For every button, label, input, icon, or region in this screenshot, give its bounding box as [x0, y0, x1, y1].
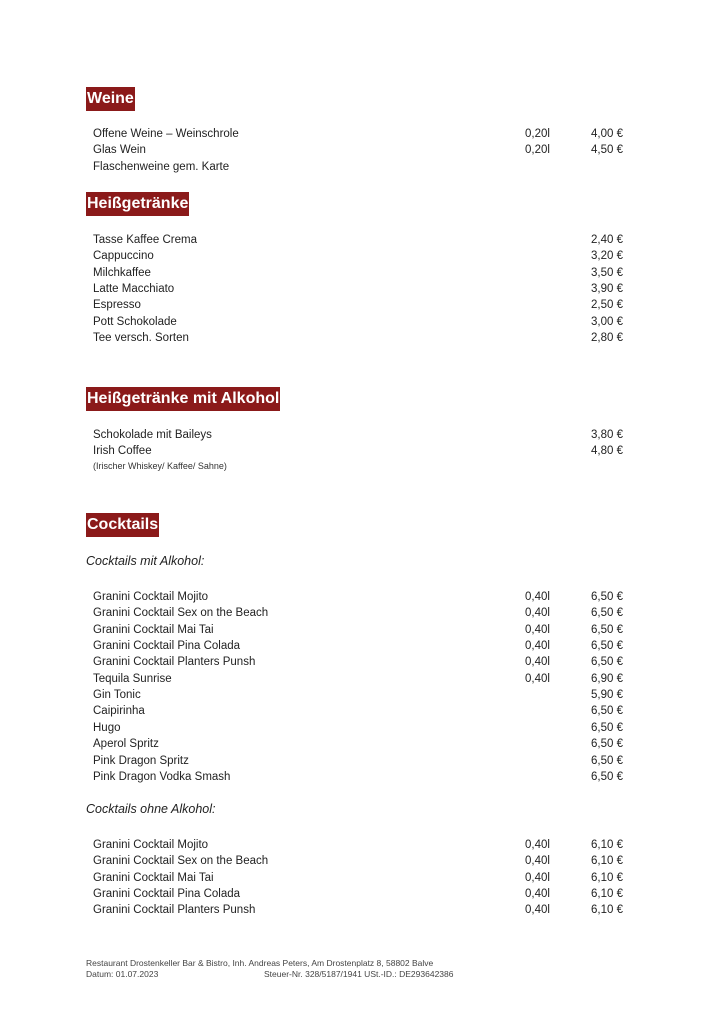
menu-item-price: 6,90 €	[591, 672, 623, 685]
menu-item-name: Pink Dragon Spritz	[93, 754, 189, 767]
menu-item-price: 6,50 €	[591, 591, 623, 603]
menu-item-price: 3,80 €	[591, 429, 623, 441]
section-heading-heissgetraenke: Heißgetränke	[86, 192, 189, 216]
menu-item-name: Granini Cocktail Planters Punsh	[93, 656, 256, 669]
menu-item-name: Latte Macchiato	[93, 283, 175, 296]
menu-item-price: 3,90 €	[591, 283, 623, 296]
menu-item-name: Glas Wein	[93, 144, 146, 157]
menu-item-row	[93, 330, 633, 346]
menu-item-name: Granini Cocktail Mai Tai	[93, 871, 214, 884]
menu-item-price: 5,90 €	[591, 689, 623, 702]
menu-item-row	[93, 281, 633, 297]
menu-item-price: 4,50 €	[591, 144, 623, 157]
menu-item-price: 6,50 €	[591, 640, 623, 653]
menu-item-row	[93, 297, 633, 313]
menu-item-name: Granini Cocktail Sex on the Beach	[93, 855, 269, 868]
menu-item-row	[93, 248, 633, 264]
menu-item-volume: 0,40l	[525, 855, 550, 868]
menu-item-name: Milchkaffee	[93, 266, 151, 279]
menu-item-row	[93, 720, 633, 736]
menu-item-name: Granini Cocktail Pina Colada	[93, 640, 241, 653]
menu-item-price: 6,50 €	[591, 738, 623, 751]
menu-item-price: 6,50 €	[591, 705, 623, 718]
menu-item-row	[93, 853, 633, 869]
menu-item-row	[93, 314, 633, 330]
menu-item-name: Tequila Sunrise	[93, 672, 172, 685]
menu-item-name: Gin Tonic	[93, 689, 141, 702]
footer-date: Datum: 01.07.2023	[86, 969, 159, 979]
menu-item-name: Aperol Spritz	[93, 738, 159, 751]
menu-item-name: Cappuccino	[93, 250, 154, 263]
menu-item-price: 4,00 €	[591, 128, 623, 140]
menu-item-row	[93, 671, 633, 687]
menu-item-row	[93, 736, 633, 752]
menu-item-row	[93, 837, 633, 853]
menu-item-price: 3,50 €	[591, 266, 623, 279]
menu-item-price: 6,50 €	[591, 721, 623, 734]
menu-item-row	[93, 142, 633, 158]
menu-item-row	[93, 870, 633, 886]
menu-item-name: Espresso	[93, 299, 141, 312]
menu-item-volume: 0,40l	[525, 672, 550, 685]
cocktails-ohne-alkohol-label: Cocktails ohne Alkohol:	[86, 802, 216, 816]
menu-item-price: 6,50 €	[591, 623, 623, 636]
menu-item-volume: 0,40l	[525, 839, 550, 851]
menu-item-price: 2,40 €	[591, 234, 623, 246]
menu-item-row	[93, 232, 633, 248]
menu-item-row	[93, 622, 633, 638]
menu-item-price: 6,50 €	[591, 754, 623, 767]
menu-item-volume: 0,40l	[525, 640, 550, 653]
section-heading-cocktails: Cocktails	[86, 513, 159, 537]
footer-tax: Steuer-Nr. 328/5187/1941 USt.-ID.: DE293642386	[264, 969, 454, 979]
menu-item-price: 2,80 €	[591, 332, 623, 345]
menu-item-price: 3,20 €	[591, 250, 623, 263]
menu-item-price: 6,50 €	[591, 607, 623, 620]
menu-item-price: 6,10 €	[591, 887, 623, 900]
menu-item-volume: 0,40l	[525, 623, 550, 636]
menu-item-row	[93, 902, 633, 918]
menu-item-name: Granini Cocktail Planters Punsh	[93, 904, 256, 917]
menu-item-price: 6,50 €	[591, 770, 623, 783]
menu-item-name: Tee versch. Sorten	[93, 332, 189, 345]
menu-item-row	[93, 753, 633, 769]
irish-coffee-note: (Irischer Whiskey/ Kaffee/ Sahne)	[93, 461, 227, 471]
menu-item-name: Irish Coffee	[93, 445, 152, 458]
menu-item-volume: 0,40l	[525, 607, 550, 620]
menu-item-price: 6,10 €	[591, 839, 623, 851]
footer-address: Restaurant Drostenkeller Bar & Bistro, Inh. Andreas Peters, Am Drostenplatz 8, 58802 Balve	[86, 958, 434, 968]
menu-item-row	[93, 159, 633, 175]
section-heading-weine: Weine	[86, 87, 135, 111]
menu-item-row	[93, 265, 633, 281]
menu-item-name: Schokolade mit Baileys	[93, 429, 212, 441]
menu-item-name: Pink Dragon Vodka Smash	[93, 770, 231, 783]
menu-item-price: 2,50 €	[591, 299, 623, 312]
menu-item-row	[93, 443, 633, 459]
menu-item-name: Caipirinha	[93, 705, 145, 718]
menu-item-price: 3,00 €	[591, 315, 623, 328]
menu-item-row	[93, 769, 633, 785]
menu-item-name: Hugo	[93, 721, 121, 734]
menu-item-row	[93, 126, 633, 142]
menu-item-row	[93, 703, 633, 719]
menu-item-volume: 0,40l	[525, 871, 550, 884]
menu-item-price: 6,10 €	[591, 855, 623, 868]
menu-item-name: Granini Cocktail Pina Colada	[93, 887, 241, 900]
cocktails-mit-alkohol-label: Cocktails mit Alkohol:	[86, 554, 205, 568]
menu-item-price: 4,80 €	[591, 445, 623, 458]
menu-item-volume: 0,40l	[525, 656, 550, 669]
menu-item-volume: 0,20l	[525, 144, 550, 157]
menu-item-price: 6,10 €	[591, 904, 623, 917]
menu-item-row	[93, 427, 633, 443]
menu-item-row	[93, 605, 633, 621]
menu-item-name: Granini Cocktail Mojito	[93, 839, 209, 851]
menu-item-name: Pott Schokolade	[93, 315, 177, 328]
menu-item-volume: 0,40l	[525, 887, 550, 900]
menu-item-name: Tasse Kaffee Crema	[93, 234, 197, 246]
menu-item-row	[93, 654, 633, 670]
menu-item-volume: 0,20l	[525, 128, 550, 140]
menu-item-row	[93, 886, 633, 902]
menu-item-price: 6,50 €	[591, 656, 623, 669]
menu-item-price: 6,10 €	[591, 871, 623, 884]
menu-item-name: Granini Cocktail Mai Tai	[93, 623, 214, 636]
menu-item-name: Granini Cocktail Mojito	[93, 591, 209, 603]
menu-item-row	[93, 638, 633, 654]
menu-item-volume: 0,40l	[525, 591, 550, 603]
menu-item-row	[93, 687, 633, 703]
menu-item-name: Offene Weine – Weinschrole	[93, 128, 239, 140]
section-heading-heissgetraenke-alkohol: Heißgetränke mit Alkohol	[86, 387, 280, 411]
menu-item-name: Flaschenweine gem. Karte	[93, 160, 230, 173]
menu-item-name: Granini Cocktail Sex on the Beach	[93, 607, 269, 620]
menu-item-row	[93, 589, 633, 605]
menu-item-volume: 0,40l	[525, 904, 550, 917]
